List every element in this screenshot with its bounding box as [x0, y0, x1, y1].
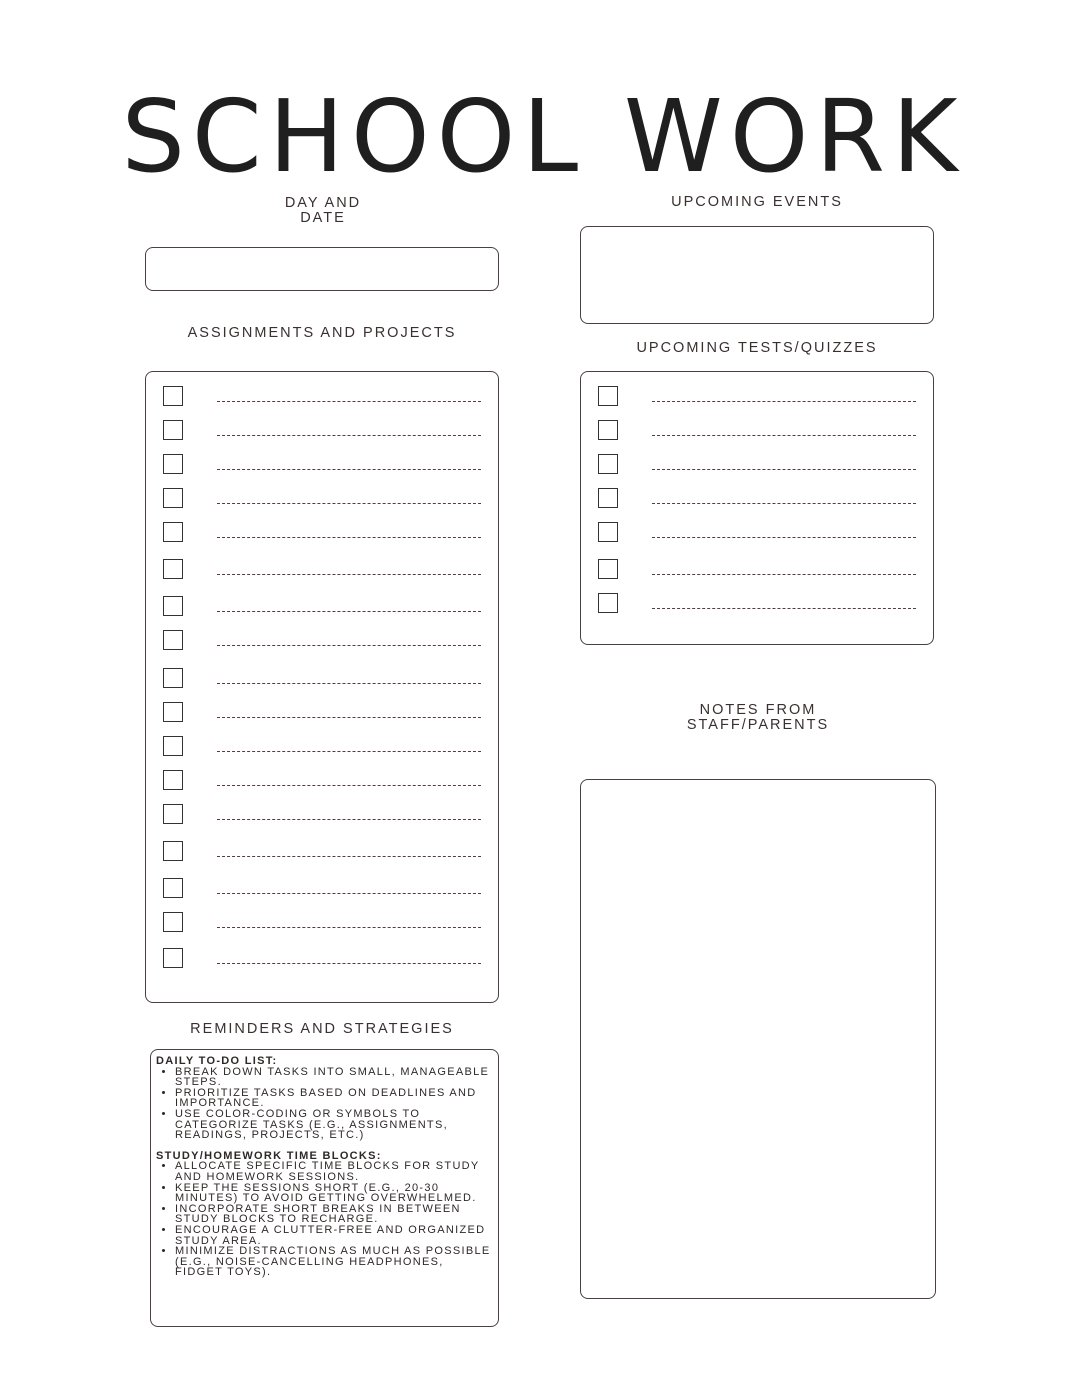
reminders-list-item: • KEEP THE SESSIONS SHORT (E.G., 20-30 MINUTES) TO AVOID GETTING OVERWHELMED.	[175, 1183, 492, 1204]
checkbox[interactable]	[598, 559, 618, 579]
checkbox[interactable]	[163, 912, 183, 932]
checklist-row	[581, 522, 933, 544]
checkbox[interactable]	[163, 559, 183, 579]
day-date-heading	[147, 196, 499, 226]
checkbox[interactable]	[163, 522, 183, 542]
checklist-row	[146, 596, 498, 618]
checklist-row	[581, 386, 933, 408]
write-line[interactable]	[217, 503, 481, 504]
checkbox[interactable]	[598, 593, 618, 613]
assignments-heading: ASSIGNMENTS AND PROJECTS	[187, 325, 457, 341]
write-line[interactable]	[217, 469, 481, 470]
reminders-list-item: • INCORPORATE SHORT BREAKS IN BETWEEN STUDY BLOCKS TO RECHARGE.	[175, 1204, 492, 1225]
write-line[interactable]	[217, 785, 481, 786]
write-line[interactable]	[652, 537, 916, 538]
reminders-list	[156, 1067, 492, 1141]
write-line[interactable]	[652, 401, 916, 402]
checklist-row	[146, 804, 498, 826]
checkbox[interactable]	[163, 878, 183, 898]
checklist-row	[146, 420, 498, 442]
checkbox[interactable]	[163, 948, 183, 968]
checkbox[interactable]	[598, 454, 618, 474]
upcoming-events-field[interactable]	[580, 226, 934, 324]
checklist-row	[581, 454, 933, 476]
notes-heading-line2: STAFF/PARENTS	[686, 717, 830, 733]
reminders-list-item: • BREAK DOWN TASKS INTO SMALL, MANAGEABLE STEPS.	[175, 1067, 492, 1088]
checkbox[interactable]	[163, 386, 183, 406]
checklist-row	[146, 702, 498, 724]
checklist-row	[146, 736, 498, 758]
checkbox[interactable]	[163, 702, 183, 722]
reminders-section-title: STUDY/HOMEWORK TIME BLOCKS:	[156, 1149, 382, 1162]
checkbox[interactable]	[163, 420, 183, 440]
checklist-row	[146, 912, 498, 934]
write-line[interactable]	[217, 537, 481, 538]
write-line[interactable]	[217, 717, 481, 718]
checkbox[interactable]	[163, 770, 183, 790]
checkbox[interactable]	[163, 841, 183, 861]
reminders-list-item: • ENCOURAGE A CLUTTER-FREE AND ORGANIZED STUDY AREA.	[175, 1225, 492, 1246]
checklist-row	[581, 593, 933, 615]
write-line[interactable]	[217, 856, 481, 857]
checklist-row	[146, 841, 498, 863]
write-line[interactable]	[217, 645, 481, 646]
checkbox[interactable]	[163, 488, 183, 508]
write-line[interactable]	[217, 819, 481, 820]
checkbox[interactable]	[163, 736, 183, 756]
write-line[interactable]	[217, 683, 481, 684]
checkbox[interactable]	[163, 668, 183, 688]
day-date-heading-line1: DAY AND	[284, 195, 362, 211]
checklist-row	[146, 668, 498, 690]
write-line[interactable]	[217, 611, 481, 612]
checklist-row	[146, 488, 498, 510]
page-title: SCHOOL WORK	[121, 78, 965, 195]
reminders-heading: REMINDERS AND STRATEGIES	[190, 1021, 454, 1037]
reminders-text	[156, 1056, 492, 1278]
write-line[interactable]	[652, 435, 916, 436]
tests-checklist	[580, 371, 934, 645]
checklist-row	[581, 420, 933, 442]
checklist-row	[146, 386, 498, 408]
checklist-row	[146, 878, 498, 900]
write-line[interactable]	[217, 435, 481, 436]
notes-field[interactable]	[580, 779, 936, 1299]
write-line[interactable]	[217, 893, 481, 894]
checkbox[interactable]	[598, 386, 618, 406]
checkbox[interactable]	[163, 630, 183, 650]
checklist-row	[146, 454, 498, 476]
checkbox[interactable]	[163, 596, 183, 616]
write-line[interactable]	[217, 751, 481, 752]
checkbox[interactable]	[163, 454, 183, 474]
tests-heading: UPCOMING TESTS/QUIZZES	[636, 340, 878, 356]
checkbox[interactable]	[598, 488, 618, 508]
checklist-row	[146, 522, 498, 544]
write-line[interactable]	[217, 574, 481, 575]
write-line[interactable]	[217, 963, 481, 964]
reminders-section-title: DAILY TO-DO LIST:	[156, 1055, 278, 1067]
write-line[interactable]	[652, 574, 916, 575]
reminders-list-item: • ALLOCATE SPECIFIC TIME BLOCKS FOR STUDY AND HOMEWORK SESSIONS.	[175, 1161, 492, 1182]
write-line[interactable]	[652, 469, 916, 470]
write-line[interactable]	[217, 927, 481, 928]
checklist-row	[146, 770, 498, 792]
write-line[interactable]	[652, 503, 916, 504]
reminders-list-item: • PRIORITIZE TASKS BASED ON DEADLINES AND IMPORTANCE.	[175, 1088, 492, 1109]
reminders-list-item: • USE COLOR-CODING OR SYMBOLS TO CATEGORIZE TASKS (E.G., ASSIGNMENTS, READINGS, PROJECTS, ETC.)	[175, 1109, 492, 1141]
assignments-checklist	[145, 371, 499, 1003]
checkbox[interactable]	[598, 522, 618, 542]
checkbox[interactable]	[163, 804, 183, 824]
day-date-heading-line2: DATE	[300, 210, 346, 226]
checklist-row	[146, 559, 498, 581]
reminders-list-item: • MINIMIZE DISTRACTIONS AS MUCH AS POSSIBLE (E.G., NOISE-CANCELLING HEADPHONES, FIDGET TOYS).	[175, 1246, 492, 1278]
day-date-field[interactable]	[145, 247, 499, 291]
reminders-list	[156, 1161, 492, 1278]
checklist-row	[146, 630, 498, 652]
write-line[interactable]	[217, 401, 481, 402]
checklist-row	[581, 488, 933, 510]
checkbox[interactable]	[598, 420, 618, 440]
notes-heading	[581, 703, 935, 733]
upcoming-events-heading: UPCOMING EVENTS	[671, 194, 843, 210]
checklist-row	[146, 948, 498, 970]
write-line[interactable]	[652, 608, 916, 609]
notes-heading-line1: NOTES FROM	[699, 702, 817, 718]
reminders-box	[150, 1049, 499, 1327]
checklist-row	[581, 559, 933, 581]
